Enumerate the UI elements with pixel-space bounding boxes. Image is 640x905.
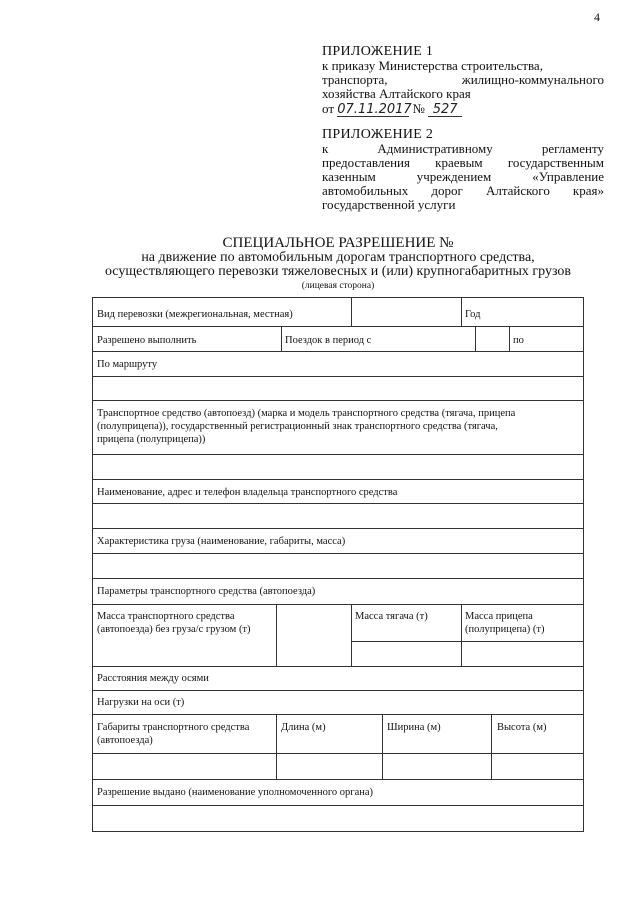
table-rule — [475, 326, 476, 351]
dimensions-label-1: Габариты транспортного средства — [97, 722, 250, 733]
table-rule — [93, 714, 583, 715]
issued-by-label: Разрешение выдано (наименование уполномоченного органа) — [97, 787, 374, 798]
owner-label: Наименование, адрес и телефон владельца транспортного средства — [97, 487, 398, 498]
appendix-2-line-5: государственной услуги — [322, 197, 456, 212]
order-date: 07.11.2017 — [337, 102, 412, 117]
table-rule — [461, 604, 462, 666]
length-label: Длина (м) — [281, 722, 326, 733]
order-number: 527 — [428, 104, 462, 117]
appendix-1-title: ПРИЛОЖЕНИЕ 1 — [322, 44, 434, 59]
appendix-2-line-4: автомобильных дорог Алтайского края» — [322, 183, 604, 198]
document-title: СПЕЦИАЛЬНОЕ РАЗРЕШЕНИЕ № — [222, 235, 454, 251]
document-heading — [80, 236, 596, 293]
mass-label-2: (автопоезда) без груза/с грузом (т) — [97, 624, 251, 635]
table-rule — [276, 604, 277, 666]
page-number: 4 — [594, 10, 600, 24]
table-rule — [93, 528, 583, 529]
table-rule — [351, 604, 352, 666]
trips-period-label: Поездок в период с — [285, 335, 372, 346]
dimensions-label-2: (автопоезда) — [97, 735, 153, 746]
table-rule — [351, 298, 352, 326]
axle-load-label: Нагрузки на оси (т) — [97, 697, 185, 708]
year-label: Год — [465, 309, 481, 320]
vehicle-label-3: прицепа (полуприцепа)) — [97, 434, 206, 445]
trailer-mass-label-1: Масса прицепа — [465, 611, 533, 622]
table-rule — [93, 690, 583, 691]
table-rule — [461, 298, 462, 326]
table-rule — [93, 479, 583, 480]
trailer-mass-label-2: (полуприцепа) (т) — [465, 624, 545, 635]
appendix-2-line-3: казенным учреждением «Управление — [322, 169, 604, 184]
from-label: от — [322, 101, 335, 116]
appendix-2-block — [322, 128, 604, 212]
vehicle-label-1: Транспортное средство (автопоезд) (марка и модель транспортного средства (тягача, прицепа — [97, 408, 516, 419]
appendix-1-line-2: транспорта, жилищно-коммунального — [322, 72, 604, 87]
table-rule — [93, 666, 583, 667]
transport-type-label: Вид перевозки (межрегиональная, местная) — [97, 309, 293, 320]
table-rule — [93, 400, 583, 401]
table-rule — [491, 714, 492, 779]
table-rule — [509, 326, 510, 351]
height-label: Высота (м) — [497, 722, 547, 733]
axle-distance-label: Расстояния между осями — [97, 673, 209, 684]
table-rule — [93, 604, 583, 605]
table-rule — [276, 714, 277, 779]
table-rule — [93, 351, 583, 352]
params-label: Параметры транспортного средства (автопоезда) — [97, 586, 316, 597]
mass-label-1: Масса транспортного средства — [97, 611, 235, 622]
number-label: № — [412, 101, 425, 116]
appendix-1-line-1: к приказу Министерства строительства, — [322, 58, 543, 73]
width-label: Ширина (м) — [387, 722, 441, 733]
appendix-2-line-2: предоставления краевым государственным — [322, 155, 604, 170]
table-rule — [281, 326, 282, 351]
vehicle-label-2: (полуприцепа)), государственный регистрационный знак транспортного средства (тягача, — [97, 421, 498, 432]
table-rule — [382, 714, 383, 779]
appendix-1-block — [322, 45, 604, 117]
table-rule — [93, 553, 583, 554]
table-rule — [93, 805, 583, 806]
appendix-2-title: ПРИЛОЖЕНИЕ 2 — [322, 127, 434, 142]
heading-line-1: на движение по автомобильным дорогам транспортного средства, — [141, 250, 535, 265]
permit-form — [92, 297, 584, 832]
appendix-1-line-3: хозяйства Алтайского края — [322, 86, 471, 101]
appendix-1-date-line — [322, 102, 604, 117]
table-rule — [93, 503, 583, 504]
heading-line-2: осуществляющего перевозки тяжеловесных и (или) крупногабаритных грузов — [104, 264, 572, 279]
tractor-mass-label: Масса тягача (т) — [355, 611, 428, 622]
to-label: по — [513, 335, 524, 346]
table-rule — [93, 454, 583, 455]
table-rule — [93, 578, 583, 579]
table-rule — [351, 641, 583, 642]
table-rule — [93, 376, 583, 377]
table-rule — [93, 753, 583, 754]
heading-side: (лицевая сторона) — [301, 281, 375, 291]
cargo-label: Характеристика груза (наименование, габариты, масса) — [97, 536, 346, 547]
allowed-label: Разрешено выполнить — [97, 335, 197, 346]
appendix-2-line-1: к Административному регламенту — [322, 141, 604, 156]
route-label: По маршруту — [97, 359, 158, 370]
table-rule — [93, 779, 583, 780]
